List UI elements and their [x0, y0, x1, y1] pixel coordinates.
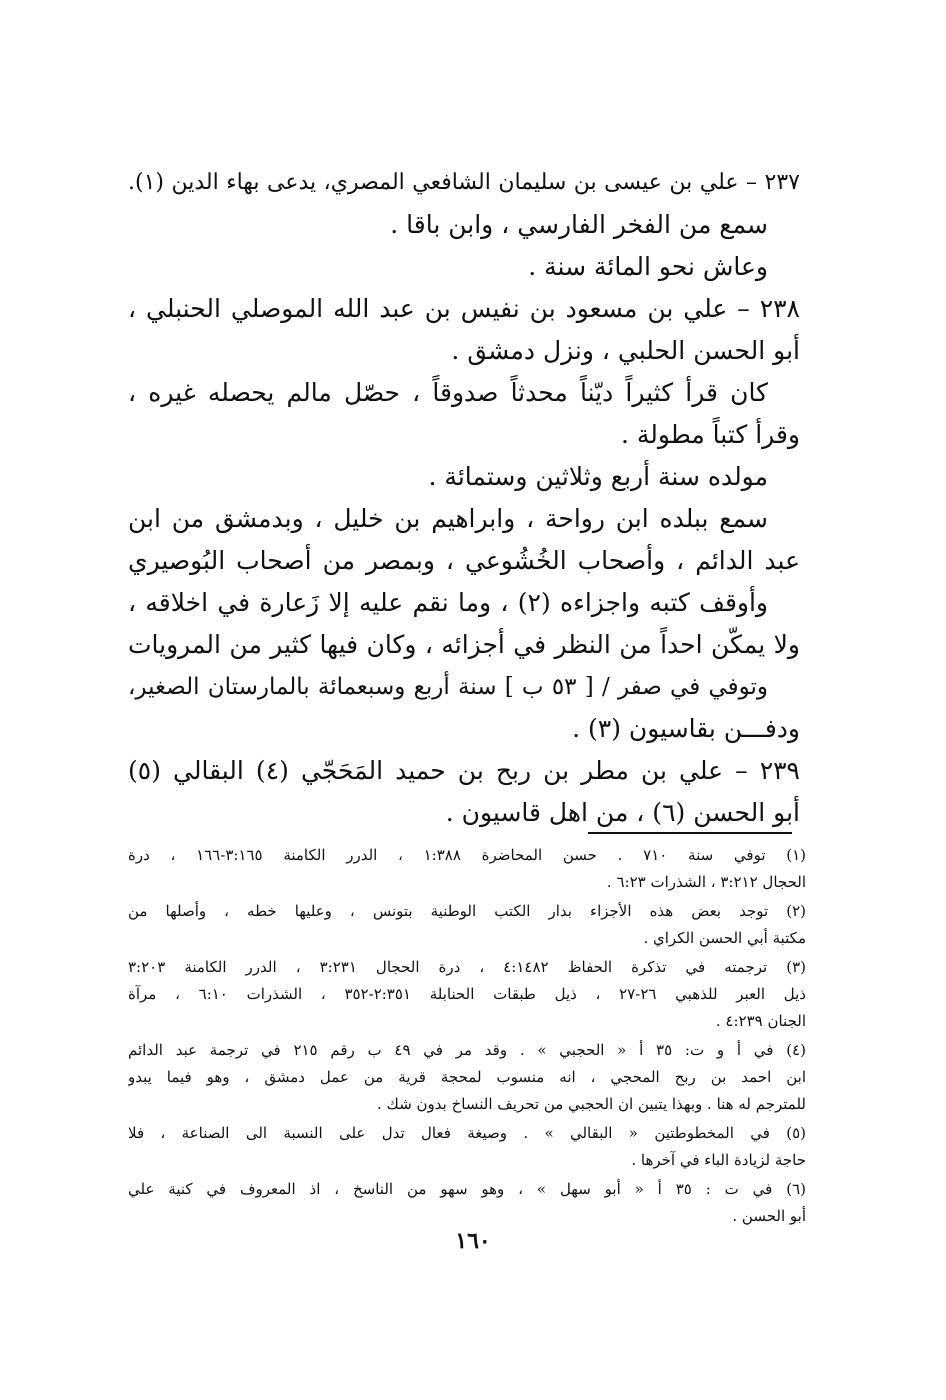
footnote-line: الحجال ٣:٢١٢ ، الشذرات ٦:٢٣ .: [606, 873, 806, 891]
footnote-line: ذيل العبر للذهبي ٢٦-٢٧ ، ذيل طبقات الحنابلة ٢:٣٥١-٣٥٢ ، الشذرات ٦:١٠ ، مرآة: [128, 985, 806, 1003]
main-text: [128, 162, 800, 834]
footnote-5: [128, 1120, 806, 1174]
page-number: ١٦٠: [455, 1228, 491, 1254]
footnote-line: (٤) في أ و ت: ٣٥ أ « الحجبي » . وقد مر في ٤٩ ب رقم ٢١٥ في ترجمة عبد الدائم: [128, 1041, 806, 1059]
text-line: وأوقف كتبه واجزاءه (٢) ، وما نقم عليه إلا زَعارة في اخلاقه ،: [128, 588, 768, 617]
footnote-1: [128, 842, 806, 896]
footnote-line: (٦) في ت : ٣٥ أ « أبو سهل » ، وهو سهو من الناسخ ، اذ المعروف في كنية علي: [128, 1180, 806, 1198]
text-line: كان قرأ كثيراً ديّناً محدثاً صدوقاً ، حصّل مالم يحصله غيره ،: [128, 378, 768, 407]
footnote-line: مكتبة أبي الحسن الكراي .: [643, 929, 806, 947]
footnote-divider: [588, 832, 792, 834]
footnote-line: ابن احمد بن ربح المحجي ، انه منسوب لمحجة قرية من عمل دمشق ، وهو فيما يبدو: [128, 1068, 806, 1086]
text-line: عبد الدائم ، وأصحاب الخُشُوعي ، وبمصر من أصحاب البُوصيري: [128, 546, 800, 575]
text-line: أبو الحسن (٦) ، من اهل قاسيون .: [445, 798, 800, 827]
footnote-2: [128, 898, 806, 952]
text-line: سمع ببلده ابن رواحة ، وابراهيم بن خليل ، وبدمشق من ابن: [128, 504, 768, 533]
text-line: وتوفي في صفر / [ ٥٣ ب ] سنة أربع وسبعمائة بالمارستان الصغير،: [128, 674, 769, 700]
text-line: سمع من الفخر الفارسي ، وابن باقا .: [390, 210, 768, 239]
text-line: وعاش نحو المائة سنة .: [528, 252, 768, 281]
footnote-line: (٥) في المخطوطتين « البقالي » . وصيغة فعال تدل على النسبة الى الصناعة ، فلا: [128, 1124, 806, 1142]
footnote-line: (١) توفي سنة ٧١٠ . حسن المحاضرة ١:٣٨٨ ، الدرر الكامنة ٣:١٦٥-١٦٦ ، درة: [128, 846, 806, 864]
footnote-line: (٣) ترجمته في تذكرة الحفاظ ٤:١٤٨٢ ، درة الحجال ٣:٢٣١ ، الدرر الكامنة ٣:٢٠٣: [128, 958, 806, 976]
footnote-4: [128, 1037, 806, 1118]
footnote-line: أبو الحسن .: [732, 1207, 806, 1225]
text-line: وقرأ كتباً مطولة .: [621, 420, 800, 449]
text-line: ودفـــن بقاسيون (٣) .: [572, 714, 800, 743]
text-line: مولده سنة أربع وثلاثين وستمائة .: [428, 462, 768, 491]
footnote-line: للمترجم له هنا . وبهذا يتبين ان الحجبي من تحريف النساخ بدون شك .: [377, 1095, 806, 1113]
entry-237-heading: ٢٣٧ – علي بن عيسى بن سليمان الشافعي المصري، يدعى بهاء الدين (١).: [128, 170, 800, 195]
footnote-line: (٢) توجد بعض هذه الأجزاء بدار الكتب الوطنية بتونس ، وعليها خطه ، وأصلها من: [128, 902, 806, 920]
footnote-line: حاجة لزيادة الباء في آخرها .: [631, 1151, 806, 1169]
text-line: أبو الحسن الحلبي ، ونزل دمشق .: [451, 336, 800, 365]
footnotes: [128, 842, 806, 1232]
footnote-6: [128, 1176, 806, 1230]
text-line: ولا يمكّن احداً من النظر في أجزائه ، وكان فيها كثير من المرويات: [128, 630, 800, 659]
footnote-3: [128, 954, 806, 1035]
footnote-line: الجنان ٤:٢٣٩ .: [715, 1012, 806, 1030]
entry-239-heading: ٢٣٩ – علي بن مطر بن ربح بن حميد المَحَجّي (٤) البقالي (٥): [128, 756, 800, 785]
entry-238-heading: ٢٣٨ – علي بن مسعود بن نفيس بن عبد الله الموصلي الحنبلي ،: [128, 294, 800, 323]
